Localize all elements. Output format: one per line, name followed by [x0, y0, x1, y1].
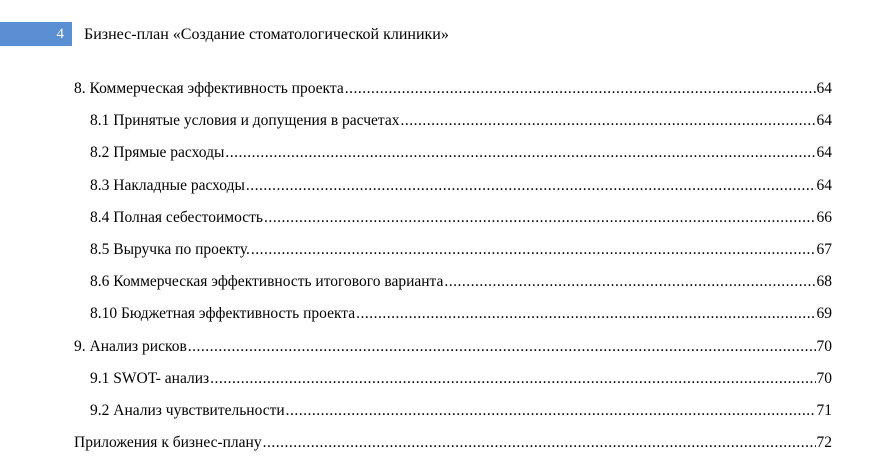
- toc-entry-page: 64: [816, 176, 832, 194]
- toc-entry-title: 8.5 Выручка по проекту.: [90, 240, 250, 258]
- toc-entry-8-10[interactable]: [74, 304, 832, 336]
- toc-entry-title: 8.6 Коммерческая эффективность итогового варианта: [90, 273, 444, 291]
- toc-entry-page: 70: [816, 337, 832, 355]
- toc-entry-page: 69: [816, 305, 832, 323]
- toc-entry-title: 8.2 Прямые расходы: [90, 144, 225, 162]
- toc-dot-leader: [401, 111, 816, 131]
- toc-entry-title: 9. Анализ рисков: [74, 337, 187, 355]
- page-number-badge: 4: [0, 22, 72, 46]
- toc-entry-title: 9.1 SWOT- анализ: [90, 369, 210, 387]
- toc-entry-page: 64: [816, 144, 832, 162]
- toc-entry-appendix[interactable]: [74, 433, 832, 465]
- toc-dot-leader: [188, 337, 816, 357]
- toc-dot-leader: [264, 208, 816, 228]
- toc-dot-leader: [246, 176, 816, 196]
- toc-entry-page: 64: [816, 112, 832, 130]
- toc-entry-page: 72: [816, 434, 832, 452]
- toc-dot-leader: [345, 79, 816, 99]
- toc-entry-title: 9.2 Анализ чувствительности: [90, 401, 285, 419]
- toc-entry-page: 66: [816, 208, 832, 226]
- toc-entry-8[interactable]: [74, 79, 832, 111]
- page-header: [0, 22, 874, 46]
- toc-dot-leader: [286, 401, 816, 421]
- toc-dot-leader: [225, 143, 815, 163]
- toc-entry-9[interactable]: [74, 337, 832, 369]
- toc-entry-8-3[interactable]: [74, 176, 832, 208]
- toc-entry-page: 67: [816, 240, 832, 258]
- toc-entry-page: 68: [816, 273, 832, 291]
- toc-dot-leader: [263, 433, 816, 453]
- table-of-contents: [74, 79, 832, 465]
- toc-dot-leader: [251, 240, 816, 260]
- toc-entry-9-1[interactable]: [74, 369, 832, 401]
- toc-entry-title: 8.1 Принятые условия и допущения в расчетах: [90, 112, 400, 130]
- document-title: Бизнес-план «Создание стоматологической клиники»: [84, 26, 449, 43]
- toc-entry-title: 8.10 Бюджетная эффективность проекта: [90, 305, 356, 323]
- toc-entry-title: Приложения к бизнес-плану: [74, 434, 262, 452]
- toc-dot-leader: [444, 272, 815, 292]
- toc-entry-title: 8. Коммерческая эффективность проекта: [74, 80, 344, 97]
- toc-entry-8-5[interactable]: [74, 240, 832, 272]
- toc-entry-title: 8.3 Накладные расходы: [90, 176, 245, 194]
- toc-entry-title: 8.4 Полная себестоимость: [90, 208, 263, 226]
- toc-entry-page: 71: [816, 401, 832, 419]
- toc-entry-8-4[interactable]: [74, 208, 832, 240]
- toc-entry-8-6[interactable]: [74, 272, 832, 304]
- toc-dot-leader: [210, 369, 815, 389]
- toc-entry-8-1[interactable]: [74, 111, 832, 143]
- toc-entry-8-2[interactable]: [74, 143, 832, 175]
- toc-entry-page: 64: [816, 80, 832, 97]
- toc-dot-leader: [356, 304, 815, 324]
- toc-entry-9-2[interactable]: [74, 401, 832, 433]
- toc-entry-page: 70: [816, 369, 832, 387]
